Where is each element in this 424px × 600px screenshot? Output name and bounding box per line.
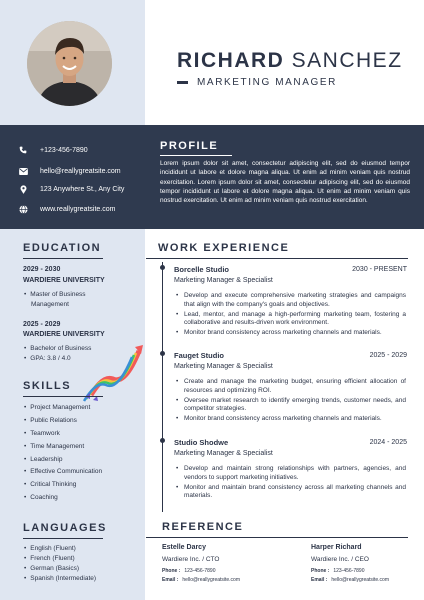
education-years: 2025 - 2029 xyxy=(23,321,61,328)
job-duty: • Develop and execute comprehensive marketing strategies and campaigns that align with the company's goals and objectives. xyxy=(176,292,406,310)
reference-name: Harper Richard xyxy=(311,544,362,551)
education-divider xyxy=(23,258,103,259)
education-school: WARDIERE UNIVERSITY xyxy=(23,331,105,338)
work-experience-divider xyxy=(146,258,408,259)
job-duties xyxy=(176,465,406,502)
first-name: RICHARD xyxy=(177,49,285,72)
timeline-line xyxy=(162,262,163,512)
languages-divider xyxy=(23,538,103,539)
skill-item: • Critical Thinking xyxy=(24,481,76,488)
reference-email xyxy=(162,577,240,583)
contact-website xyxy=(18,204,115,214)
job-dates: 2030 - PRESENT xyxy=(352,266,407,273)
email-label: Email : xyxy=(162,577,179,583)
skills-divider xyxy=(23,396,103,397)
skill-item: • Public Relations xyxy=(24,417,77,424)
job-company: Fauget Studio xyxy=(174,351,224,360)
education-item: • Bachelor of Business xyxy=(24,344,91,354)
reference-role: Wardiere Inc. / CTO xyxy=(162,556,220,563)
reference-name: Estelle Darcy xyxy=(162,544,206,551)
profile-photo xyxy=(27,21,112,106)
job-duties xyxy=(176,378,406,425)
reference-phone-value: 123-456-7890 xyxy=(333,568,365,574)
globe-icon xyxy=(18,204,28,214)
profile-heading: PROFILE xyxy=(160,140,219,152)
job-company: Borcelle Studio xyxy=(174,265,230,274)
education-heading: EDUCATION xyxy=(23,242,102,254)
language-item: • Spanish (Intermediate) xyxy=(24,575,96,582)
phone-icon xyxy=(18,145,28,155)
reference-phone xyxy=(311,568,364,574)
contact-address xyxy=(18,184,124,194)
growth-arrow-graphic xyxy=(83,343,145,408)
email-label: Email : xyxy=(311,577,328,583)
language-item: • English (Fluent) xyxy=(24,545,76,552)
education-item: • GPA: 3.8 / 4.0 xyxy=(24,354,71,364)
job-duty: • Monitor brand consistency across marketing channels and materials. xyxy=(176,329,406,338)
candidate-name xyxy=(177,49,403,73)
skill-item: • Effective Communication xyxy=(24,468,102,475)
education-item: Management xyxy=(31,301,69,308)
skill-item: • Leadership xyxy=(24,456,62,463)
profile-summary: Lorem ipsum dolor sit amet, consectetur adipiscing elit, sed do eiusmod tempor incididunt ut labore et dolore magna aliqua. Ut enim ad minim veniam quis nostrud exercitation. Lorem ipsum dolor sit amet, consectetur adipiscing elit, sed do eiusmod tempor incididunt ut labore et dolore magna aliqua. Ut enim ad minim veniam quis nostrud exercitation. Ut enim ad minim veniam quis nostrud exercitation. xyxy=(160,160,410,205)
job-duties xyxy=(176,292,406,339)
skill-item: • Time Management xyxy=(24,443,84,450)
phone-text[interactable]: +123-456-7890 xyxy=(40,146,88,154)
location-pin-icon xyxy=(18,184,28,194)
job-duty: • Lead, mentor, and manage a high-performing marketing team, fostering a collaborative and results-driven work environment. xyxy=(176,311,406,329)
job-role: Marketing Manager & Specialist xyxy=(174,277,273,284)
reference-heading: REFERENCE xyxy=(162,521,244,533)
language-item: • German (Basics) xyxy=(24,565,79,572)
reference-phone-value: 123-456-7890 xyxy=(184,568,216,574)
education-item: • Master of Business xyxy=(24,290,86,300)
reference-role: Wardiere Inc. / CEO xyxy=(311,556,369,563)
timeline-dot xyxy=(160,265,165,270)
last-name: SANCHEZ xyxy=(291,49,403,72)
job-company: Studio Shodwe xyxy=(174,438,229,447)
job-title: MARKETING MANAGER xyxy=(197,77,337,88)
languages-heading: LANGUAGES xyxy=(23,522,107,534)
profile-divider xyxy=(160,155,232,156)
job-role: Marketing Manager & Specialist xyxy=(174,363,273,370)
title-dash xyxy=(177,81,188,84)
job-duty: • Oversee market research to identify emerging trends, customer needs, and competitor strategies. xyxy=(176,397,406,415)
website-text[interactable]: www.reallygreatsite.com xyxy=(40,205,116,213)
timeline-dot xyxy=(160,351,165,356)
job-duty: • Develop and maintain strong relationships with partners, agencies, and vendors to support marketing initiatives. xyxy=(176,465,406,483)
reference-divider xyxy=(146,537,408,538)
email-text[interactable]: hello@reallygreatsite.com xyxy=(40,167,121,175)
skill-item: • Project Management xyxy=(24,404,90,411)
education-years: 2029 - 2030 xyxy=(23,266,61,273)
job-duty: • Create and manage the marketing budget, ensuring efficient allocation of resources and optimizing ROI. xyxy=(176,378,406,396)
job-role: Marketing Manager & Specialist xyxy=(174,450,273,457)
phone-label: Phone : xyxy=(162,568,181,574)
job-title-row xyxy=(177,77,337,88)
job-dates: 2025 - 2029 xyxy=(369,352,407,359)
reference-email-value[interactable]: hello@reallygreatsite.com xyxy=(331,577,390,583)
reference-phone xyxy=(162,568,215,574)
mail-icon xyxy=(18,166,28,176)
phone-label: Phone : xyxy=(311,568,330,574)
job-dates: 2024 - 2025 xyxy=(369,439,407,446)
job-duty: • Monitor brand consistency across marketing channels and materials. xyxy=(176,415,406,424)
address-text: 123 Anywhere St., Any City xyxy=(40,185,125,193)
contact-email xyxy=(18,166,121,176)
work-experience-heading: WORK EXPERIENCE xyxy=(158,242,290,254)
skill-item: • Coaching xyxy=(24,494,58,501)
job-duty: • Monitor and maintain brand consistency across all marketing channels and materials. xyxy=(176,484,406,502)
language-item: • French (Fluent) xyxy=(24,555,75,562)
timeline-dot xyxy=(160,438,165,443)
skills-heading: SKILLS xyxy=(23,380,72,392)
skill-item: • Teamwork xyxy=(24,430,60,437)
reference-email-value[interactable]: hello@reallygreatsite.com xyxy=(182,577,241,583)
reference-email xyxy=(311,577,389,583)
contact-phone xyxy=(18,145,88,155)
education-school: WARDIERE UNIVERSITY xyxy=(23,277,105,284)
